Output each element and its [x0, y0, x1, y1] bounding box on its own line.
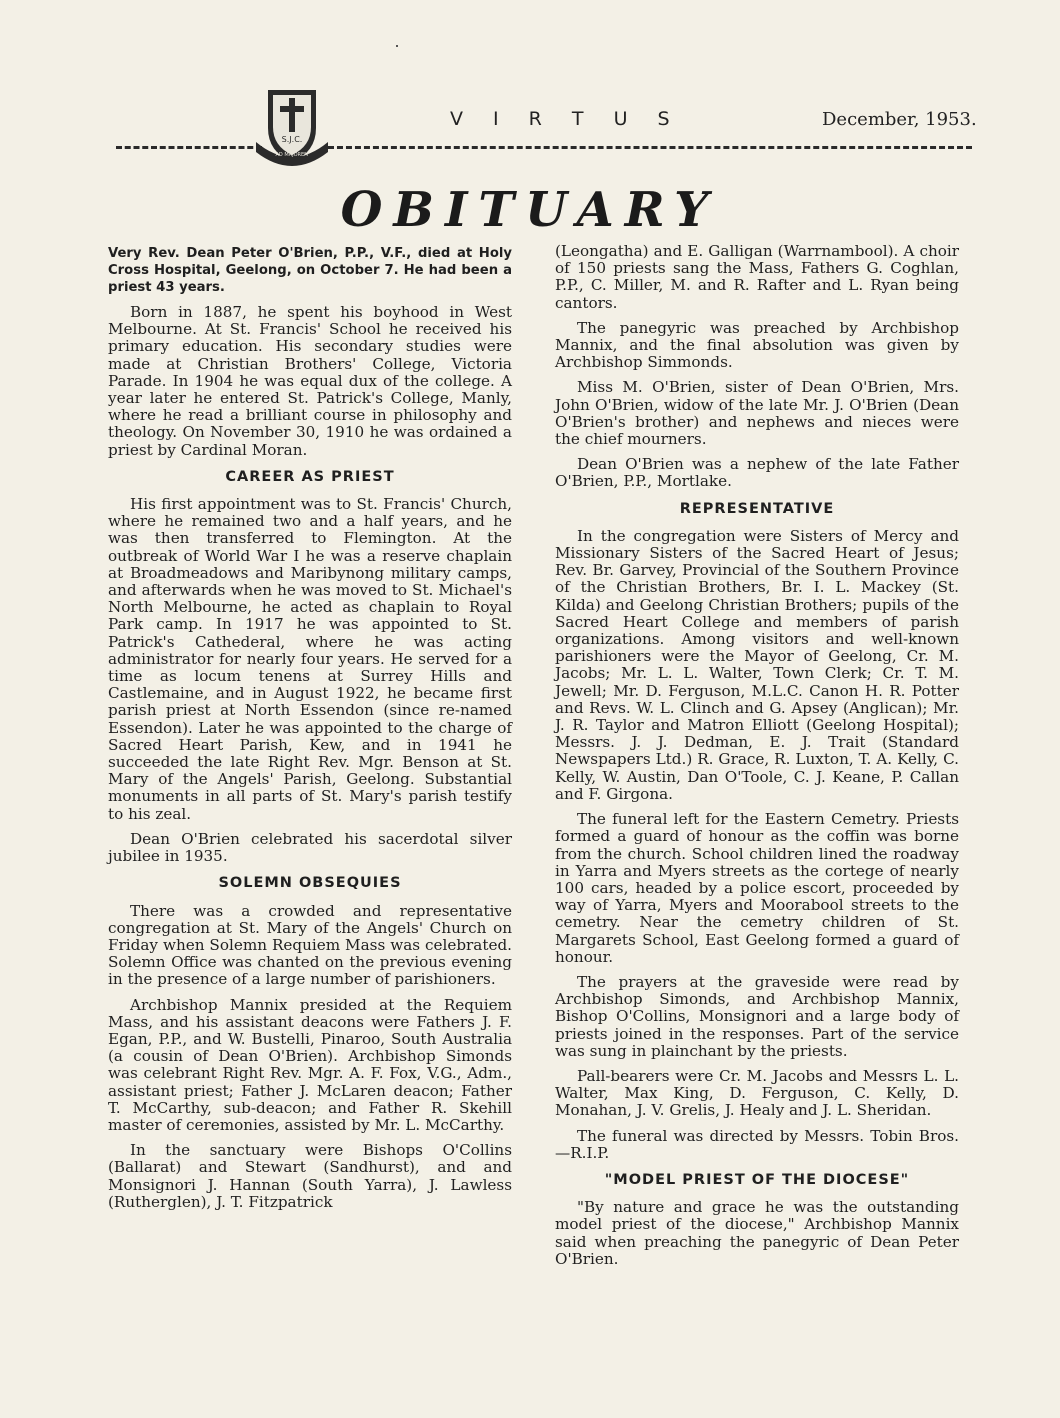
header-rule-left: [116, 146, 262, 149]
paragraph: The panegyric was preached by Archbishop Mannix, and the final absolution was given by Archbishop Simmonds.: [555, 318, 959, 372]
paragraph: There was a crowded and representative congregation at St. Mary of the Angels' Church on Friday when Solemn Requiem Mass was celebrated. Solemn Office was chanted on the previous evening in the presence of a large number of parishioners.: [108, 901, 512, 989]
paragraph: (Leongatha) and E. Galligan (Warrnambool). A choir of 150 priests sang the Mass, Fathers G. Coghlan, P.P., C. Miller, M. and R. Rafter and L. Ryan being cantors.: [555, 242, 959, 312]
paragraph: Dean O'Brien was a nephew of the late Father O'Brien, P.P., Mortlake.: [555, 455, 959, 491]
header-rule-right: [328, 146, 972, 149]
masthead: V I R T U S: [450, 108, 682, 130]
section-heading-model-priest: "MODEL PRIEST OF THE DIOCESE": [604, 1171, 910, 1188]
paragraph: The funeral was directed by Messrs. Tobin Bros.—R.I.P.: [555, 1126, 959, 1162]
section-heading-representative: REPRESENTATIVE: [679, 500, 835, 517]
left-column: [108, 245, 512, 1219]
paragraph: Dean O'Brien celebrated his sacerdotal silver jubilee in 1935.: [108, 829, 512, 866]
paragraph: The funeral left for the Eastern Cemetry. Priests formed a guard of honour as the coffin was borne from the church. School children lined the roadway in Yarra and Myers streets as the cortege of nearly 100 cars, headed by a police escort, proceeded by way of Yarra, Myers and Moorabool streets to the cemetry. Near the cemetry children of St. Margarets School, East Geelong formed a guard of honour.: [555, 810, 959, 966]
paragraph: In the congregation were Sisters of Mercy and Missionary Sisters of the Sacred Heart of Jesus; Rev. Br. Garvey, Provincial of the Southern Province of the Christian Brothers, Br. I. L. Mackey (St. Kilda) and Geelong Christian Brothers; pupils of the Sacred Heart College and members of parish organizations. Among visitors and well-known parishioners were the Mayor of Geelong, Cr. M. Jacobs; Mr. L. L. Walter, Town Clerk; Cr. T. M. Jewell; Mr. D. Ferguson, M.L.C. Canon H. R. Potter and Revs. W. L. Clinch and G. Apsey (Anglican); Mr. J. R. Taylor and Matron Elliott (Geelong Hospital); Messrs. J. J. Dedman, E. J. Trait (Standard Newspapers Ltd.) R. Grace, R. Luxton, T. A. Kelly, C. Kelly, W. Austin, Dan O'Toole, C. J. Keane, P. Callan and F. Girgona.: [555, 526, 959, 803]
paragraph: Born in 1887, he spent his boyhood in West Melbourne. At St. Francis' School he received his primary education. His secondary studies were made at Christian Brothers' College, Victoria Parade. In 1904 he was equal dux of the college. A year later he entered St. Patrick's College, Manly, where he read a brilliant course in philosophy and theology. On November 30, 1910 he was ordained a priest by Cardinal Moran.: [108, 303, 512, 459]
paragraph: Pall-bearers were Cr. M. Jacobs and Messrs L. L. Walter, Max King, D. Ferguson, C. Kelly, D. Monahan, J. V. Grelis, J. Healy and J. L. Sheridan.: [555, 1066, 959, 1120]
right-column: [555, 243, 959, 1276]
issue-date: December, 1953.: [822, 109, 977, 130]
section-heading-career: CAREER AS PRIEST: [225, 468, 395, 485]
paragraph: Miss M. O'Brien, sister of Dean O'Brien, Mrs. John O'Brien, widow of the late Mr. J. O'Brien (Dean O'Brien's brother) and nephews and nieces were the chief mourners.: [555, 378, 959, 449]
page-header: [0, 82, 1060, 172]
paragraph: In the sanctuary were Bishops O'Collins (Ballarat) and Stewart (Sandhurst), and and Monsignori J. Hannan (South Yarra), J. Lawless (Rutherglen), J. T. Fitzpatrick: [108, 1141, 512, 1211]
crest-motto: AD MAJOREM: [275, 152, 309, 158]
crest-initials: S.J.C.: [281, 135, 303, 144]
print-speck: [396, 45, 398, 47]
paragraph: Archbishop Mannix presided at the Requiem Mass, and his assistant deacons were Fathers J. F. Egan, P.P., and W. Bustelli, Pinaroo, South Australia (a cousin of Dean O'Brien). Archbishop Simonds was celebrant Right Rev. Mgr. A. F. Fox, V.G., Adm., assistant priest; Father J. McLaren deacon; Father T. McCarthy, sub-deacon; and Father R. Skehill master of ceremonies, assisted by Mr. L. McCarthy.: [108, 995, 512, 1134]
lede-paragraph: Very Rev. Dean Peter O'Brien, P.P., V.F., died at Holy Cross Hospital, Geelong, on October 7. He had been a priest 43 years.: [108, 246, 512, 295]
section-heading-obsequies: SOLEMN OBSEQUIES: [218, 875, 402, 892]
paragraph: "By nature and grace he was the outstanding model priest of the diocese," Archbishop Mannix said when preaching the panegyric of Dean Peter O'Brien.: [555, 1198, 959, 1268]
paragraph: His first appointment was to St. Francis' Church, where he remained two and a half years, and he was then transferred to Flemington. At the outbreak of World War I he was a reserve chaplain at Broadmeadows and Maribynong military camps, and afterwards when he was moved to St. Michael's North Melbourne, he acted as chaplain to Royal Park camp. In 1917 he was appointed to St. Patrick's Cathederal, where he was acting administrator for nearly four years. He served for a time as locum tenens at Surrey Hills and Castlemaine, and in August 1922, he became first parish priest at North Essendon (since re-named Essendon). Later he was appointed to the charge of Sacred Heart Parish, Kew, and in 1941 he succeeded the late Right Rev. Mgr. Benson at St. Mary of the Angels' Parish, Geelong. Substantial monuments in all parts of St. Mary's parish testify to his zeal.: [108, 495, 512, 823]
page-title: OBITUARY: [340, 182, 720, 238]
paragraph: The prayers at the graveside were read by Archbishop Simonds, and Archbishop Mannix, Bishop O'Collins, Monsignori and a large body of priests joined in the responses. Part of the service was sung in plainchant by the priests.: [555, 972, 959, 1060]
school-crest-icon: [254, 82, 330, 168]
